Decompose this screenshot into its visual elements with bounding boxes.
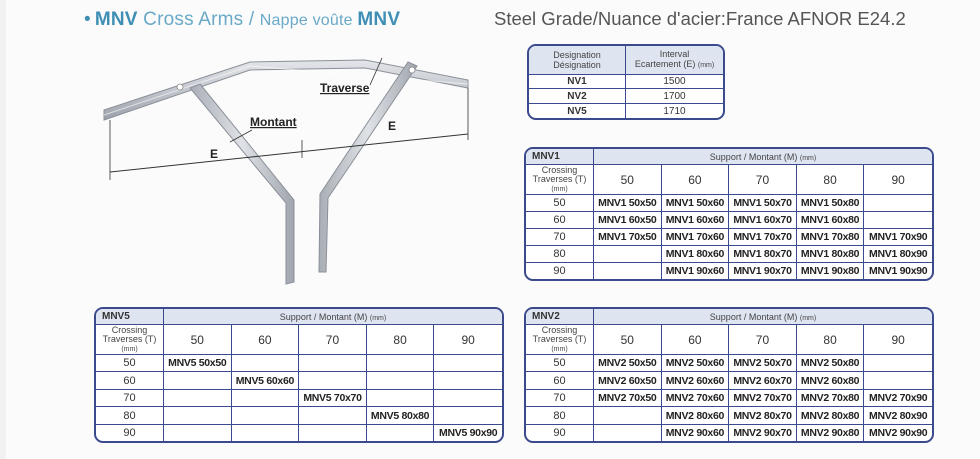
model-cell: MNV1 90x70 [729,263,797,279]
model-cell [367,372,435,389]
model-cell: MNV2 90x60 [662,425,730,441]
model-cell [299,425,367,441]
title-cross-arms: Cross Arms / [137,9,260,30]
traverse-row-label: 90 [526,263,594,279]
model-cell: MNV2 70x70 [729,390,797,407]
steel-grade-text: Steel Grade/Nuance d'acier:France AFNOR E24.2 [494,8,906,29]
left-margin-strip [0,0,6,459]
model-cell [164,407,232,424]
model-cell: MNV1 90x60 [662,263,730,279]
model-cell: MNV5 90x90 [439,426,498,439]
model-cell: MNV2 50x70 [729,355,797,372]
model-cell: MNV2 70x60 [662,390,730,407]
model-cell: MNV1 70x90 [864,229,932,246]
model-cell: MNV1 50x50 [594,195,662,212]
title-nappe: Nappe voûte [259,12,358,29]
model-cell [434,355,502,372]
model-cell: MNV2 80x60 [662,407,730,424]
interval-table [527,44,725,120]
model-cell [232,407,300,424]
joint-left [177,84,183,90]
model-cell [232,390,300,407]
support-header: Support / Montant (M) (mm) [594,309,932,325]
model-cell: MNV2 90x70 [729,425,797,441]
model-cell: MNV1 50x80 [797,195,865,212]
model-cell [367,355,435,372]
support-header: Support / Montant (M) (mm) [594,149,932,165]
model-cell [864,372,932,389]
label-e-right: E [388,119,397,133]
support-column-header: 80 [797,165,865,195]
model-cell: MNV1 70x70 [729,229,797,246]
model-cell: MNV2 80x80 [797,407,865,424]
model-cell: MNV5 70x70 [299,390,367,407]
traverse-row-label: 50 [96,355,164,372]
model-cell: MNV1 60x50 [594,212,662,229]
traverse-row-label: 70 [526,390,594,407]
model-cell [164,390,232,407]
label-e-left: E [210,147,219,161]
model-cell: MNV2 50x50 [594,355,662,372]
model-cell: MNV2 80x70 [729,407,797,424]
model-cell: MNV2 50x60 [662,355,730,372]
support-column-header: 90 [864,325,932,355]
support-column-header: 80 [367,325,435,355]
model-cell [434,390,502,407]
model-cell [864,195,932,212]
model-cell [367,390,435,407]
title-mnv: MNV [94,9,138,30]
model-cell: MNV2 70x90 [864,390,932,407]
model-cell [594,263,662,279]
cross-arm-diagram [90,40,490,300]
title-mnv-suffix: MNV [357,9,401,30]
model-cell [299,372,367,389]
model-cell: MNV1 60x70 [729,212,797,229]
support-column-header: 80 [797,325,865,355]
traverse-row-label: 70 [526,229,594,246]
model-cell [434,407,502,424]
support-column-header: 70 [299,325,367,355]
traverse-row-label: 60 [526,212,594,229]
support-column-header: 60 [662,325,730,355]
support-column-header: 90 [864,165,932,195]
traverse-row-label: 90 [526,425,594,441]
support-column-header: 60 [232,325,300,355]
joint-right [409,67,415,73]
left-montant [190,84,294,284]
model-cell [594,407,662,424]
model-cell [864,212,932,229]
model-cell: MNV1 70x80 [797,229,865,246]
interval-row-value: 1710 [663,105,686,117]
support-column-header: 70 [729,165,797,195]
model-cell: MNV2 60x60 [662,372,730,389]
interval-row-name: NV2 [529,89,626,104]
model-cell: MNV2 60x50 [594,372,662,389]
table-corner-label: MNV1 [526,149,594,165]
table-corner-label: MNV5 [96,309,164,325]
traverse-row-label: 60 [526,372,594,389]
support-column-header: 90 [434,325,502,355]
model-cell [232,425,300,441]
model-cell [434,372,502,389]
model-cell [164,372,232,389]
model-cell: MNV1 50x60 [662,195,730,212]
model-cell: MNV2 90x80 [797,425,865,441]
dim-line-e [110,134,468,172]
mnv2-table [524,307,934,443]
label-traverse: Traverse [320,81,370,95]
page-title [84,9,400,31]
model-cell: MNV1 90x80 [797,263,865,279]
model-cell: MNV1 70x50 [594,229,662,246]
model-cell: MNV5 60x60 [232,372,300,389]
model-cell: MNV1 80x90 [864,246,932,263]
traverse-row-label: 50 [526,195,594,212]
interval-ecartement-header: Interval Ecartement (E) (mm) [626,46,723,75]
model-cell: MNV2 50x80 [797,355,865,372]
model-cell: MNV1 60x80 [797,212,865,229]
interval-row-value: 1700 [626,89,723,104]
traverse-row-label: 70 [96,390,164,407]
model-cell: MNV1 50x70 [729,195,797,212]
support-column-header: 50 [594,165,662,195]
model-cell: MNV1 80x80 [797,246,865,263]
model-cell [299,355,367,372]
model-cell: MNV1 70x60 [662,229,730,246]
model-cell: MNV2 90x90 [869,426,928,439]
model-cell: MNV1 80x60 [662,246,730,263]
traverse-row-label: 60 [96,372,164,389]
model-cell [232,355,300,372]
mnv1-table [524,147,934,281]
model-cell: MNV5 50x50 [164,355,232,372]
traverse-row-label: 80 [526,246,594,263]
model-cell [594,246,662,263]
model-cell [299,407,367,424]
traverse-row-label: 50 [526,355,594,372]
crossing-header: Crossing Traverses (T) (mm) [96,325,164,355]
crossing-header: Crossing Traverses (T) (mm) [526,165,594,195]
support-column-header: 50 [594,325,662,355]
support-column-header: 60 [662,165,730,195]
label-montant: Montant [250,115,297,129]
support-column-header: 70 [729,325,797,355]
model-cell: MNV2 60x80 [797,372,865,389]
model-cell [594,425,662,441]
traverse-row-label: 80 [526,407,594,424]
model-cell: MNV2 60x70 [729,372,797,389]
model-cell: MNV2 80x90 [864,407,932,424]
model-cell: MNV1 80x70 [729,246,797,263]
model-cell: MNV2 70x80 [797,390,865,407]
title-bullet: • [84,9,91,30]
traverse-edge [104,66,250,115]
model-cell [367,425,435,441]
interval-row-name: NV5 [529,104,626,118]
model-cell: MNV1 60x60 [662,212,730,229]
crossing-header: Crossing Traverses (T) (mm) [526,325,594,355]
model-cell [864,355,932,372]
interval-designation-header: Designation Désignation [529,46,626,75]
mnv5-table [94,307,504,443]
interval-row-name: NV1 [529,75,626,90]
interval-row-value: 1500 [626,75,723,90]
model-cell [164,425,232,441]
support-header: Support / Montant (M) (mm) [164,309,502,325]
traverse-row-label: 80 [96,407,164,424]
model-cell: MNV2 70x50 [594,390,662,407]
model-cell: MNV5 80x80 [367,407,435,424]
support-column-header: 50 [164,325,232,355]
model-cell: MNV1 90x90 [869,265,928,278]
traverse-row-label: 90 [96,425,164,441]
table-corner-label: MNV2 [526,309,594,325]
